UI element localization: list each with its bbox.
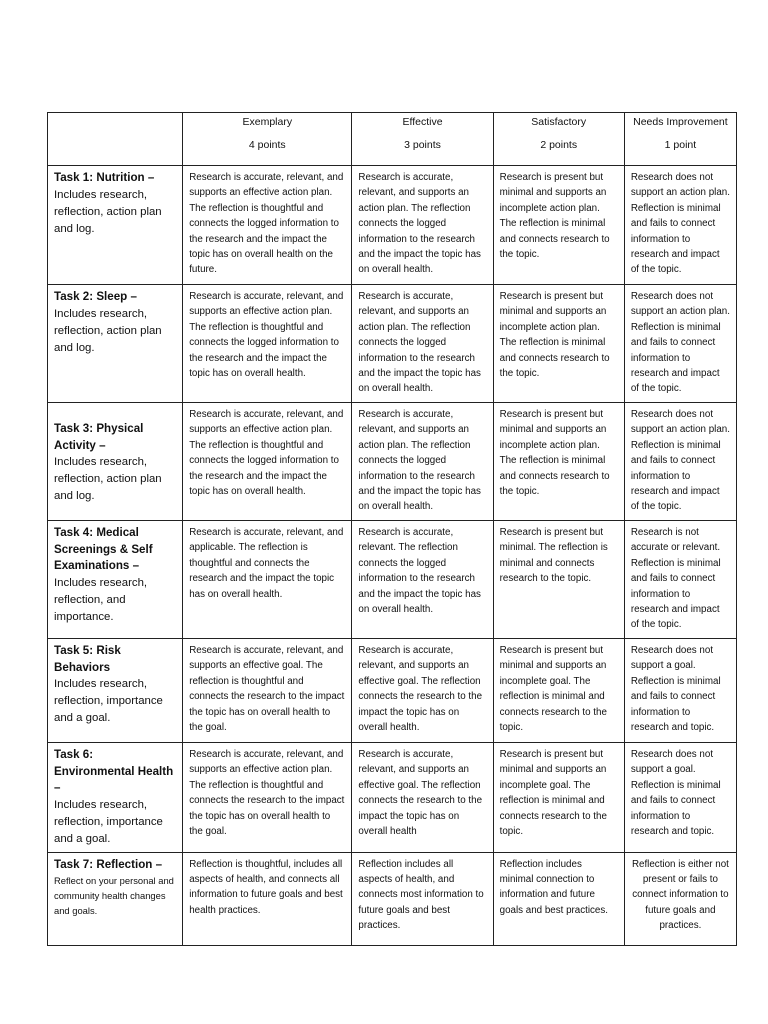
criteria-cell: Reflection is thoughtful, includes all aspects of health, and connects all information to future goals and best health practices. (183, 852, 352, 945)
criteria-cell: Research is not accurate or relevant. Reflection is minimal and fails to connect information to research and impact of the topic. (624, 521, 736, 639)
task-description: Includes research, reflection, importance and a goal. (54, 798, 163, 845)
task-title: Task 6: Environmental Health – (54, 748, 174, 794)
task-description: Includes research, reflection, importance and a goal. (54, 678, 163, 724)
header-empty-cell (48, 113, 183, 166)
criteria-cell: Research does not support a goal. Reflection is minimal and fails to connect information to research and topic. (624, 639, 736, 743)
task-title: Task 4: Medical Screenings & Self Examinations – (54, 526, 153, 572)
task-description: Includes research, reflection, and importance. (54, 576, 148, 623)
criteria-cell: Research is accurate, relevant, and applicable. The reflection is thoughtful and connects the research and the impact the topic has on overall health. (183, 521, 352, 639)
points-label: 4 points (248, 139, 286, 151)
task-description: Includes research, reflection, action plan and log. (54, 456, 162, 502)
criteria-cell: Research is present but minimal and supports an incomplete action plan. The reflection is minimal and connects research to the topic. (493, 403, 624, 521)
criteria-cell: Research is accurate, relevant. The reflection connects the logged information to the research and the impact the topic has on overall health. (352, 521, 493, 639)
header-cell-exemplary (183, 113, 352, 166)
level-label: Exemplary (242, 116, 293, 128)
task-title: Task 5: Risk Behaviors (54, 644, 121, 674)
criteria-cell: Research is present but minimal and supports an incomplete goal. The reflection is minimal and connects research to the topic. (493, 639, 624, 743)
points-label: 1 point (664, 139, 697, 151)
header-row (48, 113, 737, 166)
task-cell (48, 743, 183, 853)
task-title: Task 1: Nutrition – (54, 171, 155, 184)
criteria-cell: Research is accurate, relevant, and supports an effective action plan. The reflection is thoughtful and connects the logged information to the research and the impact the topic has on overall health. (183, 285, 352, 403)
criteria-cell: Reflection includes minimal connection to information and future goals and best practices. (493, 852, 624, 945)
header-cell-satisfactory (493, 113, 624, 166)
criteria-cell: Research is present but minimal and supports an incomplete action plan. The reflection is minimal and connects research to the topic. (493, 285, 624, 403)
criteria-cell: Research does not support a goal. Reflection is minimal and fails to connect information to research and topic. (624, 743, 736, 853)
task-title: Task 2: Sleep – (54, 290, 137, 303)
criteria-cell: Research is accurate, relevant, and supports an effective goal. The reflection connects the research to the impact the topic has on overall health (352, 743, 493, 853)
criteria-cell: Research is present but minimal and supports an incomplete action plan. The reflection is minimal and connects research to the topic. (493, 166, 624, 285)
criteria-cell: Research is accurate, relevant, and supports an effective action plan. The reflection is thoughtful and connects the logged information to the research and the impact the topic has on overall health on the future. (183, 166, 352, 285)
level-label: Satisfactory (531, 116, 587, 128)
task-cell (48, 639, 183, 743)
criteria-cell: Research is accurate, relevant, and supports an action plan. The reflection connects the logged information to the research and the impact the topic has on overall health. (352, 166, 493, 285)
table-row (48, 403, 737, 521)
task-description: Includes research, reflection, action plan and log. (54, 188, 162, 235)
task-description: Reflect on your personal and community health changes and goals. (54, 875, 174, 916)
task-title: Task 3: Physical Activity – (54, 422, 144, 452)
level-label: Effective (402, 116, 443, 128)
criteria-cell: Research is accurate, relevant, and supports an action plan. The reflection connects the logged information to the research and the impact the topic has on overall health. (352, 403, 493, 521)
criteria-cell: Research does not support an action plan. Reflection is minimal and fails to connect information to research and impact of the topic. (624, 403, 736, 521)
criteria-cell: Research is accurate, relevant, and supports an effective action plan. The reflection is thoughtful and connects the research to the impact the topic has on overall health to the goal. (183, 743, 352, 853)
criteria-cell: Research is present but minimal. The reflection is minimal and connects research to the topic. (493, 521, 624, 639)
points-label: 2 points (540, 139, 578, 151)
level-label: Needs Improvement (633, 116, 728, 128)
criteria-cell: Research is present but minimal and supports an incomplete goal. The reflection is minimal and connects research to the topic. (493, 743, 624, 853)
header-cell-effective (352, 113, 493, 166)
table-row (48, 166, 737, 285)
criteria-cell: Reflection is either not present or fails to connect information to future goals and practices. (624, 852, 736, 945)
table-row (48, 743, 737, 853)
criteria-cell: Research is accurate, relevant, and supports an action plan. The reflection connects the logged information to the research and the impact the topic has on overall health. (352, 285, 493, 403)
table-row (48, 639, 737, 743)
task-cell (48, 852, 183, 945)
header-cell-needs-improvement (624, 113, 736, 166)
rubric-table (47, 112, 737, 946)
criteria-cell: Reflection includes all aspects of health, and connects most information to future goals and best practices. (352, 852, 493, 945)
criteria-cell: Research is accurate, relevant, and supports an effective goal. The reflection is thoughtful and connects the research to the impact the topic has on overall health to the goal. (183, 639, 352, 743)
task-cell (48, 166, 183, 285)
table-row (48, 521, 737, 639)
criteria-cell: Research does not support an action plan. Reflection is minimal and fails to connect information to research and impact of the topic. (624, 166, 736, 285)
task-title: Task 7: Reflection – (54, 857, 163, 871)
criteria-cell: Research is accurate, relevant, and supports an effective goal. The reflection connects the research to the impact the topic has on overall health. (352, 639, 493, 743)
task-description: Includes research, reflection, action plan and log. (54, 307, 162, 354)
criteria-cell: Research does not support an action plan. Reflection is minimal and fails to connect information to research and impact of the topic. (624, 285, 736, 403)
table-row (48, 852, 737, 945)
points-label: 3 points (404, 139, 441, 151)
criteria-cell: Research is accurate, relevant, and supports an effective action plan. The reflection is thoughtful and connects the logged information to the research and the impact the topic has on overall health. (183, 403, 352, 521)
task-cell (48, 403, 183, 521)
task-cell (48, 285, 183, 403)
table-row (48, 285, 737, 403)
task-cell (48, 521, 183, 639)
